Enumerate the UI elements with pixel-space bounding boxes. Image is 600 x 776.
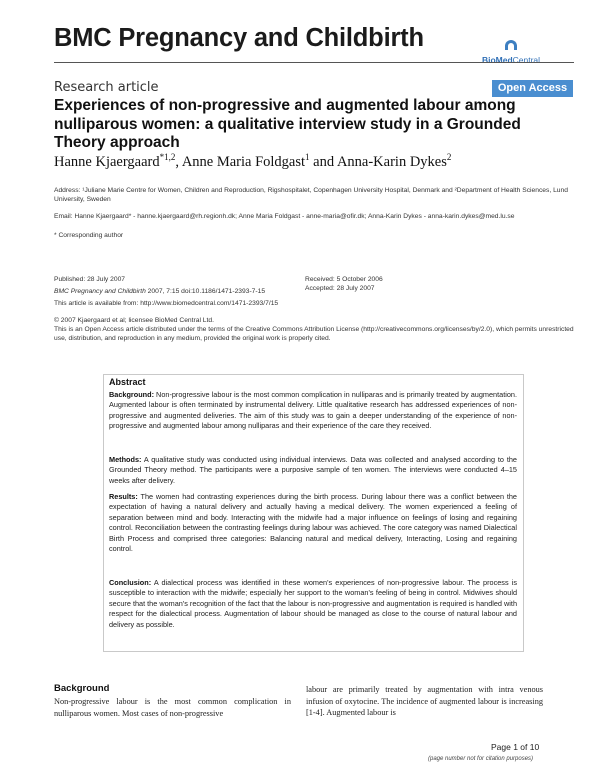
abstract-methods: Methods: A qualitative study was conducted using individual interviews. Data was collected and analysed according to the Grounded Theory method. The participants were a purposive sample of ten women. The interviews were conducted 4–15 weeks after delivery. [109, 455, 517, 485]
abstract-background: Background: Non-progressive labour is the most common complication in nulliparas and is primarily treated by augmentation. Augmented labour is often terminated by instrumental delivery. Little qualitative research has addressed experiences of non-progressive and augmented deliveries. The aim of this study was to gain a deeper understanding of the experience of non-progressive and augmented labour among nulliparas and their experience of the care they received. [109, 390, 517, 431]
biomed-arc-icon [505, 40, 517, 50]
affiliation-address: Address: ¹Juliane Marie Centre for Women, Children and Reproduction, Rigshospitalet, Copenhagen University Hospital, Denmark and ²Department of Health Sciences, Lund University, Sweden [54, 187, 568, 203]
article-title: Experiences of non-progressive and augmented labour among nulliparous women: a qualitative interview study in a Grounded Theory approach [54, 97, 521, 151]
author-name[interactable]: Anne Maria Foldgast [181, 153, 306, 170]
author-affiliation: 1 [305, 152, 310, 162]
author-name[interactable]: Hanne Kjaergaard [54, 153, 160, 170]
author-name[interactable]: Anna-Karin Dykes [336, 153, 447, 170]
article-type: Research article [54, 80, 159, 95]
author-affiliation: *1,2 [159, 152, 176, 162]
journal-title: BMC Pregnancy and Childbirth [54, 24, 424, 52]
author-list: Hanne Kjaergaard$^{*1,2}$, Anne Maria Foldgast$^1$ and Anna-Karin Dykes$^2$ [54, 152, 452, 170]
background-heading: Background [54, 683, 110, 694]
accepted-date: Accepted: 28 July 2007 [305, 285, 375, 292]
open-access-badge: Open Access [492, 80, 573, 97]
abstract-heading: Abstract [109, 377, 146, 387]
body-column-left: Non-progressive labour is the most common complication in nulliparous women. Most cases of non-progressive [54, 697, 291, 718]
copyright-block [54, 316, 574, 343]
abstract-results: Results: The women had contrasting experiences during the birth process. During labour there was a conflict between the expectation of having a natural delivery and actually having a medical delivery. The women experienced a feeling of separation between mind and body. Interacting with the midwife had a major influence on feelings of losing and regaining control. Reconciliation between the contrasting feelings during labour was achieved. The core category was named Dialectical Birth Process and comprised three categories: Balancing natural and medical delivery, Interacting, Losing and regaining control. [109, 492, 517, 554]
abstract-conclusion: Conclusion: A dialectical process was identified in these women's experiences of non-progressive labour. The process is susceptible to interaction with the midwife; especially her support to the woman's feeling of being in control. Midwives should secure that the woman's recognition of the fact that the labour is non-progressive and augmentation is required is handled with respect for the dialectical process. Augmentation of labour should be managed as close to the course of natural labour and delivery as possible. [109, 578, 517, 629]
publisher-name: BioMedCentral [481, 55, 541, 65]
page-number-note: (page number not for citation purposes) [428, 756, 534, 762]
author-emails[interactable]: Email: Hanne Kjaergaard* - hanne.kjaergaard@rh.regionh.dk; Anne Maria Foldgast - anne-maria@ofir.dk; Anna-Karin Dykes - anna-karin.dykes@med.lu.se [54, 213, 515, 220]
publisher-logo [480, 40, 542, 68]
citation: BMC Pregnancy and Childbirth 2007, 7:15 doi:10.1186/1471-2393-7-15 [54, 288, 266, 295]
published-date: Published: 28 July 2007 [54, 276, 126, 283]
publication-info [54, 275, 294, 311]
license-text[interactable]: This is an Open Access article distributed under the terms of the Creative Commons Attribution License (http://creativecommons.org/licenses/by/2.0), which permits unrestricted use, distribution, and reproduction in any medium, provided the original work is properly cited. [54, 326, 574, 342]
article-url[interactable]: This article is available from: http://www.biomedcentral.com/1471-2393/7/15 [54, 300, 279, 307]
body-column-right: labour are primarily treated by augmentation with intra venous infusion of oxytocine. The incidence of augmented labour is increasing [1-4]. Augmented labour is [306, 685, 543, 717]
author-affiliation: 2 [446, 152, 452, 162]
corresponding-author-note: * Corresponding author [54, 232, 124, 239]
header-rule [54, 62, 574, 63]
copyright-line: © 2007 Kjaergaard et al; licensee BioMed Central Ltd. [54, 317, 214, 324]
page-number: Page 1 of 10 [491, 742, 540, 752]
received-date: Received: 5 October 2006 [305, 276, 383, 283]
submission-dates [305, 275, 505, 293]
